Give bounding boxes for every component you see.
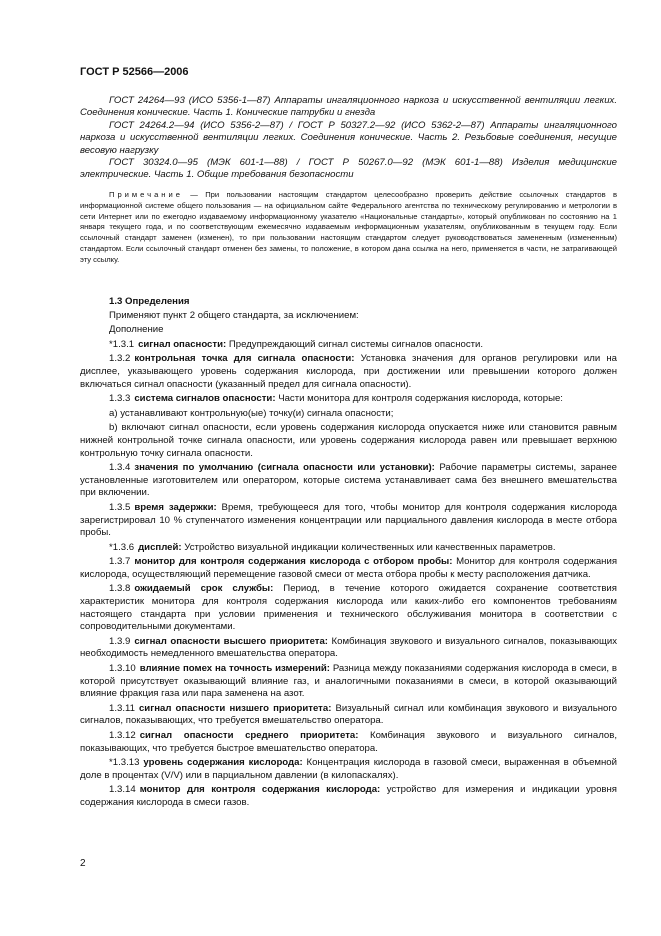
definition-number: 1.3.2 xyxy=(109,353,131,365)
definition-term: ожидаемый срок службы: xyxy=(134,583,274,595)
section-heading: 1.3 Определения xyxy=(109,296,190,307)
definition-term: монитор для контроля содержания кислорода: xyxy=(139,784,381,796)
definition-term: уровень содержания кислорода: xyxy=(143,757,303,769)
definition-item xyxy=(80,556,617,581)
definition-item xyxy=(80,408,617,421)
definition-item xyxy=(80,730,617,755)
reference-item: ГОСТ 24264.2—94 (ИСО 5356-2—87) / ГОСТ Р 50327.2—92 (ИСО 5362-2—87) Аппараты ингаляционного наркоза и искусственной вентиляции легких. Соединения конические. Часть 2. Резьбовые соединения, несущие весовую нагрузку xyxy=(80,119,617,156)
definition-item xyxy=(80,422,617,460)
definition-text: Установка значения для органов регулировки или на дисплее, указывающего уровень содержания кислорода, при достижении или превышении которого должен включаться сигнал опасности (указанный предел для сигнала опасности). xyxy=(80,353,617,390)
definition-term: контрольная точка для сигнала опасности: xyxy=(134,353,355,365)
section-addition: Дополнение xyxy=(109,324,164,336)
definition-text: Устройство визуальной индикации количественных или качественных параметров. xyxy=(181,541,556,553)
definition-item xyxy=(80,393,617,406)
definition-item xyxy=(80,502,617,540)
definition-number: 1.3.4 xyxy=(109,462,131,474)
definition-item xyxy=(80,663,617,701)
definition-text: Комбинация звукового и визуального сигналов, показывающих необходимость немедленного вмешательства оператора. xyxy=(80,635,617,660)
reference-item: ГОСТ 24264—93 (ИСО 5356-1—87) Аппараты ингаляционного наркоза и искусственной вентиляции легких. Соединения конические. Часть 1. Конические патрубки и гнезда xyxy=(80,95,617,119)
note-label: Примечание xyxy=(109,190,183,199)
definition-text: Концентрация кислорода в газовой смеси, выраженная в объемной доле в процентах (V/V) или в парциальном давлении (в килопаскалях). xyxy=(80,757,617,781)
document-header: ГОСТ Р 52566—2006 xyxy=(80,66,189,78)
definition-item xyxy=(80,784,617,809)
note-block xyxy=(80,190,617,266)
definition-text: b) включают сигнал опасности, если уровень содержания кислорода опускается ниже или становится равным нижней контрольной точке сигнала опасности, или уровень содержания кислорода равен или превышает верхнюю контрольную точку сигнала опасности. xyxy=(80,422,617,459)
definition-item xyxy=(80,339,617,352)
normative-references xyxy=(80,95,617,182)
definition-item xyxy=(80,542,617,555)
definition-text: Монитор для контроля содержания кислорода, осуществляющий перемещение газовой смеси от места отбора пробы к месту расположения датчика. xyxy=(80,556,618,580)
definition-number: 1.3.8 xyxy=(109,583,131,595)
definition-number: 1.3.5 xyxy=(109,501,131,513)
definition-text: Визуальный сигнал или комбинация звукового и визуального сигналов, показывающих, что требуется вмешательство оператора. xyxy=(80,702,617,727)
definition-text: Комбинация звукового и визуального сигналов, показывающих, что требуется быстрое вмешательство оператора. xyxy=(80,730,617,754)
definition-item xyxy=(80,462,617,500)
reference-item: ГОСТ 30324.0—95 (МЭК 601-1—88) / ГОСТ Р 50267.0—92 (МЭК 601-1—88) Изделия медицинские электрические. Часть 1. Общие требования безопасности xyxy=(80,157,617,181)
definition-text: Части монитора для контроля содержания кислорода, которые: xyxy=(275,393,563,405)
definition-term: сигнал опасности среднего приоритета: xyxy=(139,730,359,741)
definition-term: значения по умолчанию (сигнала опасности или установки): xyxy=(134,462,435,474)
definition-number: *1.3.13 xyxy=(109,757,140,769)
definition-text: Рабочие параметры системы, заранее установленные изготовителем или оператором, которые система устанавливает сама без внешнего вмешательства при включении. xyxy=(80,462,618,499)
definition-term: время задержки: xyxy=(134,501,217,513)
definition-text: а) устанавливают контрольную(ые) точку(и) сигнала опасности; xyxy=(109,407,394,419)
definition-term: монитор для контроля содержания кислорода с отбором пробы: xyxy=(134,556,453,568)
definition-item xyxy=(80,636,617,661)
definition-term: сигнал опасности: xyxy=(138,338,227,350)
definition-number: 1.3.10 xyxy=(109,663,136,675)
page-number: 2 xyxy=(80,858,86,869)
definition-text: Период, в течение которого ожидается сохранение соответствия характеристик монитора для контроля содержания кислорода или каких-либо его компонентов требованиям настоящего стандарта при условии применения и технического обслуживания монитора в соответствии с сопроводительными документами. xyxy=(80,583,617,633)
definition-number: *1.3.6 xyxy=(109,541,135,553)
definition-term: влияние помех на точность измерений: xyxy=(139,663,330,675)
definition-text: Разница между показаниями содержания кислорода в смеси, в которой присутствует оказывающий влияние газ, и аналогичными показаниями в смеси, в которой оказывающий влияние фракция газа или пара заменена на азот. xyxy=(80,663,617,700)
definition-item xyxy=(80,353,617,391)
definition-list xyxy=(80,339,617,810)
definition-item xyxy=(80,583,617,633)
definitions-section xyxy=(80,296,617,812)
definition-term: система сигналов опасности: xyxy=(134,393,276,405)
definition-number: 1.3.12 xyxy=(109,730,136,741)
definition-item xyxy=(80,757,617,782)
section-intro: Применяют пункт 2 общего стандарта, за исключением: xyxy=(109,309,359,321)
definition-number: 1.3.7 xyxy=(109,556,131,568)
definition-number: 1.3.11 xyxy=(109,702,135,714)
definition-item xyxy=(80,703,617,728)
definition-text: устройство для измерения и индикации уровня содержания кислорода в смеси газов. xyxy=(80,784,618,808)
definition-text: Время, требующееся для того, чтобы монитор для контроля содержания кислорода зарегистрировал 10 % ступенчатого изменения концентрации или парциального давления кислорода в месте отбора пробы. xyxy=(80,501,617,539)
definition-text: Предупреждающий сигнал системы сигналов опасности. xyxy=(226,338,484,350)
definition-term: сигнал опасности высшего приоритета: xyxy=(134,635,329,647)
definition-number: 1.3.3 xyxy=(109,393,131,405)
definition-number: 1.3.9 xyxy=(109,635,131,647)
note-text: — При пользовании настоящим стандартом целесообразно проверить действие ссылочных стандартов в информационной системе общего пользования — на официальном сайте Федерального агентства по техническому регулированию и метрологии в сети Интернет или по ежегодно издаваемому информационному указателю «Национальные стандарты», который опубликован по состоянию на 1 января текущего года, и по соответствующим ежемесячно издаваемым информационным указателям, опубликованным в текущем году. Если ссылочный стандарт заменен (изменен), то при пользовании настоящим стандартом следует руководствоваться замененным (измененным) стандартом. Если ссылочный стандарт отменен без замены, то положение, в котором дана ссылка на него, применяется в части, не затрагивающей эту ссылку. xyxy=(80,190,617,264)
definition-number: *1.3.1 xyxy=(109,338,135,350)
definition-term: сигнал опасности низшего приоритета: xyxy=(138,702,332,714)
definition-term: дисплей: xyxy=(138,541,182,553)
definition-number: 1.3.14 xyxy=(109,784,136,796)
